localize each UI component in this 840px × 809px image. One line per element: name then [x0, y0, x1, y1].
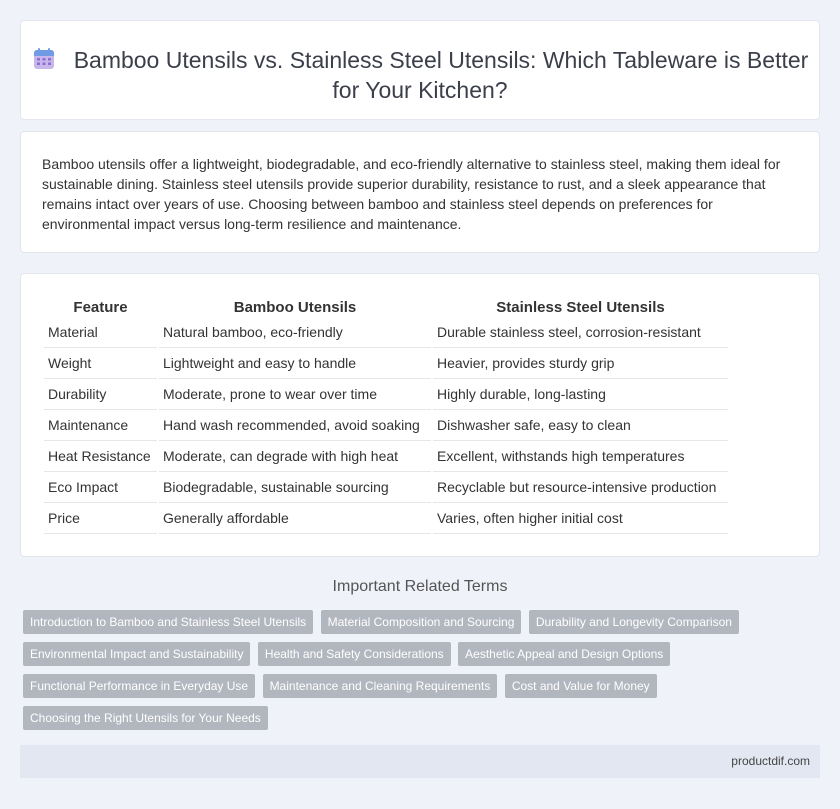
related-term-tag[interactable]: Health and Safety Considerations [258, 642, 451, 666]
related-terms-heading: Important Related Terms [332, 578, 508, 595]
cell-stainless: Excellent, withstands high temperatures [433, 443, 728, 472]
related-term-tag[interactable]: Introduction to Bamboo and Stainless Steel Utensils [23, 610, 313, 634]
related-term-tag[interactable]: Environmental Impact and Sustainability [23, 642, 250, 666]
calendar-icon [32, 47, 56, 71]
cell-feature: Heat Resistance [44, 443, 157, 472]
related-term-tag[interactable]: Maintenance and Cleaning Requirements [263, 674, 498, 698]
table-row [44, 474, 728, 503]
cell-stainless: Dishwasher safe, easy to clean [433, 412, 728, 441]
footer [20, 745, 820, 778]
cell-feature: Price [44, 505, 157, 534]
related-term-tag[interactable]: Cost and Value for Money [505, 674, 657, 698]
cell-stainless: Heavier, provides sturdy grip [433, 350, 728, 379]
page-title [21, 45, 819, 105]
page-title-text: Bamboo Utensils vs. Stainless Steel Utensils: Which Tableware is Better for Your Kitchen? [73, 47, 809, 103]
cell-bamboo: Biodegradable, sustainable sourcing [159, 474, 431, 503]
cell-feature: Eco Impact [44, 474, 157, 503]
related-term-tag[interactable]: Aesthetic Appeal and Design Options [458, 642, 670, 666]
cell-bamboo: Moderate, prone to wear over time [159, 381, 431, 410]
related-term-tag[interactable]: Choosing the Right Utensils for Your Needs [23, 706, 268, 730]
table-row [44, 350, 728, 379]
cell-stainless: Recyclable but resource-intensive production [433, 474, 728, 503]
header-bamboo: Bamboo Utensils [233, 299, 357, 316]
intro-paragraph: Bamboo utensils offer a lightweight, biodegradable, and eco-friendly alternative to stainless steel, making them ideal for sustainable dining. Stainless steel utensils provide superior durability, resistance to rust, and a sleek appearance that remains intact over years of use. Choosing between bamboo and stainless steel depends on preferences for environmental impact versus long-term resilience and maintenance. [42, 156, 781, 232]
cell-bamboo: Hand wash recommended, avoid soaking [159, 412, 431, 441]
cell-stainless: Varies, often higher initial cost [433, 505, 728, 534]
table-row [44, 443, 728, 472]
cell-feature: Maintenance [44, 412, 157, 441]
table-row [44, 412, 728, 441]
related-term-tag[interactable]: Material Composition and Sourcing [321, 610, 522, 634]
cell-bamboo: Lightweight and easy to handle [159, 350, 431, 379]
header-feature: Feature [73, 299, 128, 316]
cell-bamboo: Generally affordable [159, 505, 431, 534]
related-term-tag[interactable]: Durability and Longevity Comparison [529, 610, 739, 634]
related-term-tag[interactable]: Functional Performance in Everyday Use [23, 674, 255, 698]
related-terms-list [23, 610, 813, 738]
title-card [20, 20, 820, 120]
cell-bamboo: Moderate, can degrade with high heat [159, 443, 431, 472]
comparison-card [20, 273, 820, 557]
intro-card [20, 131, 820, 253]
table-row [44, 505, 728, 534]
cell-feature: Weight [44, 350, 157, 379]
table-header-row [44, 296, 728, 317]
footer-site-link[interactable]: productdif.com [731, 754, 810, 768]
table-row [44, 319, 728, 348]
header-stainless: Stainless Steel Utensils [496, 299, 665, 316]
comparison-table [42, 294, 730, 536]
cell-bamboo: Natural bamboo, eco-friendly [159, 319, 431, 348]
cell-feature: Material [44, 319, 157, 348]
cell-stainless: Highly durable, long-lasting [433, 381, 728, 410]
cell-feature: Durability [44, 381, 157, 410]
cell-stainless: Durable stainless steel, corrosion-resistant [433, 319, 728, 348]
table-row [44, 381, 728, 410]
